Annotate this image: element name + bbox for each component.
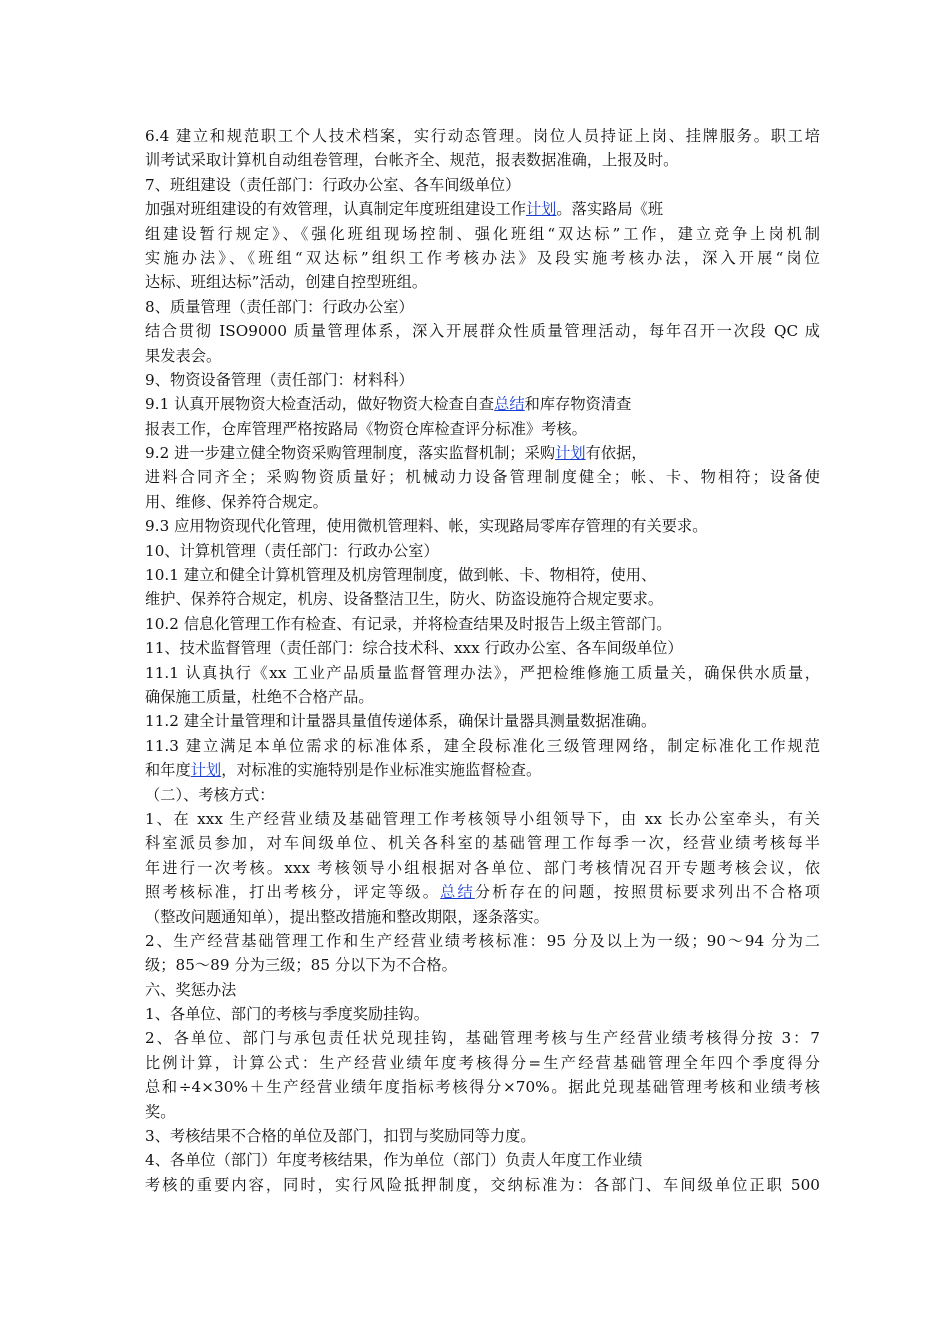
plan-link[interactable]: 计划: [555, 444, 586, 463]
text-line: 1、各单位、部门的考核与季度奖励挂钩。: [145, 1005, 429, 1024]
text-line: 9.2 进一步建立健全物资采购管理制度，落实监督机制；采购计划有依据，: [145, 444, 647, 463]
summary-link[interactable]: 总结: [494, 395, 525, 414]
section-heading: 7、班组建设（责任部门：行政办公室、各车间级单位）: [145, 175, 521, 194]
text-line: 10.2 信息化管理工作有检查、有记录，并将检查结果及时报告上级主管部门。: [145, 614, 672, 633]
plan-link[interactable]: 计划: [190, 761, 222, 780]
section-heading: 10、计算机管理（责任部门：行政办公室）: [145, 541, 439, 560]
text-line: 奖。: [145, 1102, 176, 1121]
text-line: 比例计算，计算公式：生产经营业绩年度考核得分=生产经营基础管理全年四个季度得分: [145, 1053, 820, 1072]
text-line: 2、生产经营基础管理工作和生产经营业绩考核标准：95 分及以上为一级；90～94 分为二: [145, 931, 820, 950]
plan-link[interactable]: 计划: [525, 200, 557, 219]
text-line: 果发表会。: [145, 346, 222, 365]
text-line: 用、维修、保养符合规定。: [145, 492, 328, 511]
section-heading: 9、物资设备管理（责任部门：材料科）: [145, 370, 414, 389]
summary-link[interactable]: 总结: [440, 883, 475, 902]
text-line: （整改问题通知单），提出整改措施和整改期限，逐条落实。: [145, 907, 549, 926]
text-line: 照考核标准，打出考核分，评定等级。总结分析存在的问题，按照贯标要求列出不合格项: [145, 883, 820, 902]
text-line: 总和÷4×30%＋生产经营业绩年度指标考核得分×70%。据此兑现基础管理考核和业绩考核: [145, 1078, 820, 1097]
text-line: 加强对班组建设的有效管理，认真制定年度班组建设工作计划。落实路局《班: [145, 200, 664, 219]
text-line: 11.3 建立满足本单位需求的标准体系，建全段标准化三级管理网络，制定标准化工作规范: [145, 736, 820, 755]
text-line: 训考试采取计算机自动组卷管理，台帐齐全、规范，报表数据准确，上报及时。: [145, 151, 679, 170]
text-line: 年进行一次考核。xxx 考核领导小组根据对各单位、部门考核情况召开专题考核会议，依: [145, 858, 820, 877]
text-line: 达标、班组达标”活动，创建自控型班组。: [145, 273, 428, 292]
text-line: 10.1 建立和健全计算机管理及机房管理制度，做到帐、卡、物相符，使用、: [145, 566, 657, 585]
text-line: 报表工作，仓库管理严格按路局《物资仓库检查评分标准》考核。: [145, 419, 587, 438]
text-line: 考核的重要内容，同时，实行风险抵押制度，交纳标准为：各部门、车间级单位正职 500: [145, 1175, 820, 1194]
text-line: 组建设暂行规定》、《强化班组现场控制、强化班组“双达标”工作，建立竞争上岗机制: [145, 224, 820, 243]
text-line: 进料合同齐全；采购物资质量好；机械动力设备管理制度健全；帐、卡、物相符；设备使: [145, 468, 820, 487]
section-heading: 11、技术监督管理（责任部门：综合技术科、xxx 行政办公室、各车间级单位）: [145, 639, 683, 658]
text-line: 2、各单位、部门与承包责任状兑现挂钩，基础管理考核与生产经营业绩考核得分按 3：7: [145, 1029, 820, 1048]
text-line: 1、在 xxx 生产经营业绩及基础管理工作考核领导小组领导下，由 xx 长办公室牵头，有关: [145, 809, 820, 828]
text-line: 6.4 建立和规范职工个人技术档案，实行动态管理。岗位人员持证上岗、挂牌服务。职工培: [145, 127, 820, 145]
section-heading: 六、奖惩办法: [145, 980, 237, 999]
text-line: 实施办法》、《班组“双达标”组织工作考核办法》及段实施考核办法，深入开展“岗位: [145, 248, 820, 267]
document-body: [145, 124, 820, 1197]
section-heading: （二）、考核方式：: [145, 785, 275, 804]
text-line: 11.2 建全计量管理和计量器具量值传递体系，确保计量器具测量数据准确。: [145, 712, 657, 731]
text-line: 11.1 认真执行《xx 工业产品质量监督管理办法》，严把检维修施工质量关，确保供水质量，: [145, 663, 820, 682]
text-line: 和年度计划，对标准的实施特别是作业标准实施监督检查。: [145, 761, 542, 780]
text-line: 9.1 认真开展物资大检查活动，做好物资大检查自查总结和库存物资清查: [145, 395, 632, 414]
text-line: 维护、保养符合规定，机房、设备整洁卫生，防火、防盗设施符合规定要求。: [145, 590, 664, 609]
section-heading: 8、质量管理（责任部门：行政办公室）: [145, 297, 414, 316]
text-line: 确保施工质量，杜绝不合格产品。: [145, 687, 374, 706]
text-line: 结合贯彻 ISO9000 质量管理体系，深入开展群众性质量管理活动，每年召开一次段 QC 成: [145, 322, 820, 341]
text-line: 9.3 应用物资现代化管理，使用微机管理料、帐，实现路局零库存管理的有关要求。: [145, 517, 708, 536]
text-line: 级；85～89 分为三级；85 分以下为不合格。: [145, 956, 457, 975]
text-line: 4、各单位（部门）年度考核结果，作为单位（部门）负责人年度工作业绩: [145, 1151, 643, 1170]
text-line: 3、考核结果不合格的单位及部门，扣罚与奖励同等力度。: [145, 1127, 536, 1146]
text-line: 科室派员参加，对车间级单位、机关各科室的基础管理工作每季一次，经营业绩考核每半: [145, 834, 820, 853]
